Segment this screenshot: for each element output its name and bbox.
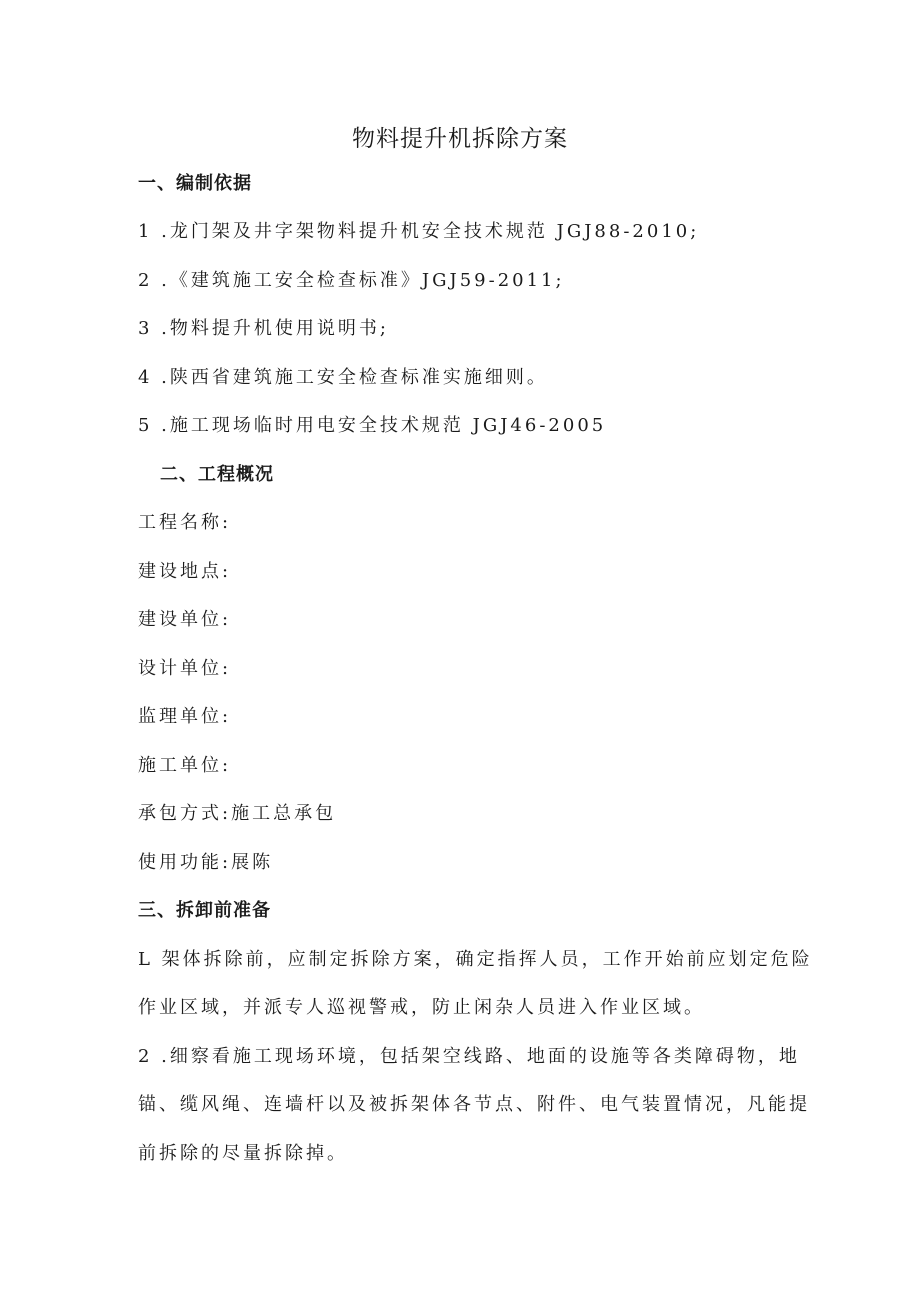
field-project-name: 工程名称:	[138, 512, 232, 533]
basis-item-3: 3 .物料提升机使用说明书;	[138, 318, 389, 339]
field-contractor: 施工单位:	[138, 755, 232, 776]
basis-item-2: 2 .《建筑施工安全检查标准》JGJ59-2011;	[138, 270, 565, 291]
field-usage: 使用功能:展陈	[138, 852, 274, 873]
section-heading-2: 二、工程概况	[160, 464, 274, 485]
prep-paragraph-2-line-3: 前拆除的尽量拆除掉。	[138, 1143, 348, 1164]
prep-paragraph-1-line-1: L 架体拆除前，应制定拆除方案，确定指挥人员，工作开始前应划定危险	[138, 949, 813, 970]
prep-paragraph-2-line-2: 锚、缆风绳、连墙杆以及被拆架体各节点、附件、电气装置情况，凡能提	[138, 1094, 810, 1115]
prep-paragraph-1-line-2: 作业区域，并派专人巡视警戒，防止闲杂人员进入作业区域。	[138, 997, 705, 1018]
document-title: 物料提升机拆除方案	[352, 126, 568, 152]
field-designer: 设计单位:	[138, 658, 232, 679]
basis-item-1: 1 .龙门架及井字架物料提升机安全技术规范 JGJ88-2010;	[138, 221, 700, 242]
section-heading-1: 一、编制依据	[138, 173, 252, 194]
field-owner: 建设单位:	[138, 609, 232, 630]
field-contract-type: 承包方式:施工总承包	[138, 803, 337, 824]
basis-item-4: 4 .陕西省建筑施工安全检查标准实施细则。	[138, 367, 548, 388]
field-supervisor: 监理单位:	[138, 706, 232, 727]
field-location: 建设地点:	[138, 561, 232, 582]
basis-item-5: 5 .施工现场临时用电安全技术规范 JGJ46-2005	[138, 415, 607, 436]
section-heading-3: 三、拆卸前准备	[138, 900, 271, 921]
prep-paragraph-2-line-1: 2 .细察看施工现场环境，包括架空线路、地面的设施等各类障碍物，地	[138, 1046, 800, 1067]
